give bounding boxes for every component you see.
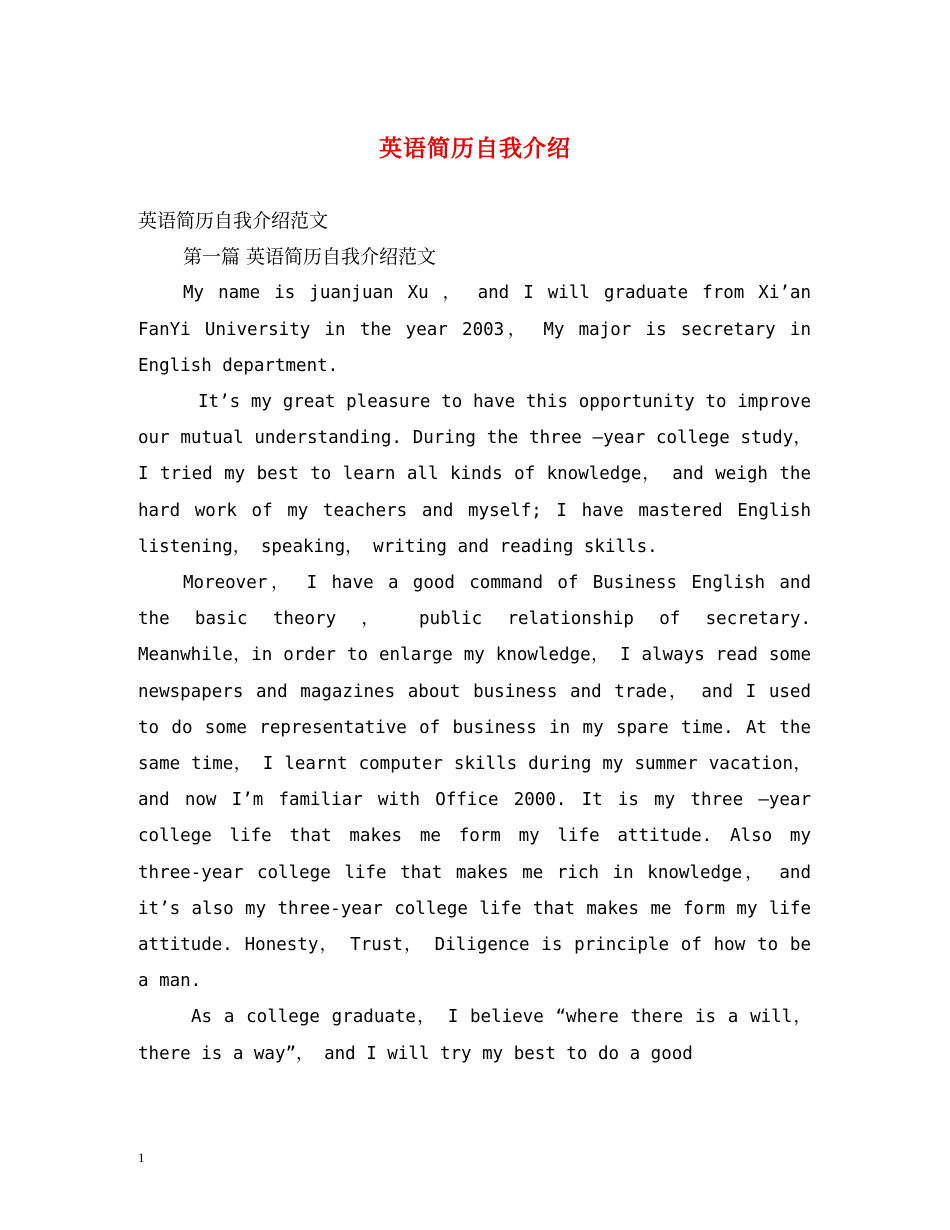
document-body	[138, 203, 811, 1072]
section-heading: 英语简历自我介绍范文	[138, 210, 329, 232]
document-title: 英语简历自我介绍	[379, 136, 571, 162]
section-subheading: 第一篇 英语简历自我介绍范文	[183, 246, 437, 269]
paragraph-3: Moreover， I have a good command of Business English and the basic theory ， public relationship of secretary. Meanwhile，in order to enlarge my knowledge， I always read some newspapers and magazines about business and trade， and I used to do some representative of business in my spare time. At the same time， I learnt computer skills during my summer vacation， and now I’m familiar with Office 2000. It is my three –year college life that makes me form my life attitude. Also my three-year college life that makes me rich in knowledge， and it’s also my three-year college life that makes me form my life attitude. Honesty， Trust， Diligence is principle of how to be a man.	[138, 573, 811, 992]
page-number: 1	[138, 1150, 145, 1165]
paragraph-4: As a college graduate， I believe “where there is a will， there is a way”， and I will try my best to do a good	[138, 1007, 811, 1064]
paragraph-2: It’s my great pleasure to have this opportunity to improve our mutual understanding. During the three –year college study， I tried my best to learn all kinds of knowledge， and weigh the hard work of my teachers and myself; I have mastered English listening， speaking， writing and reading skills.	[138, 392, 811, 557]
paragraph-1: My name is juanjuan Xu ， and I will graduate from Xi’an FanYi University in the year 2003， My major is secretary in English department.	[138, 283, 811, 376]
